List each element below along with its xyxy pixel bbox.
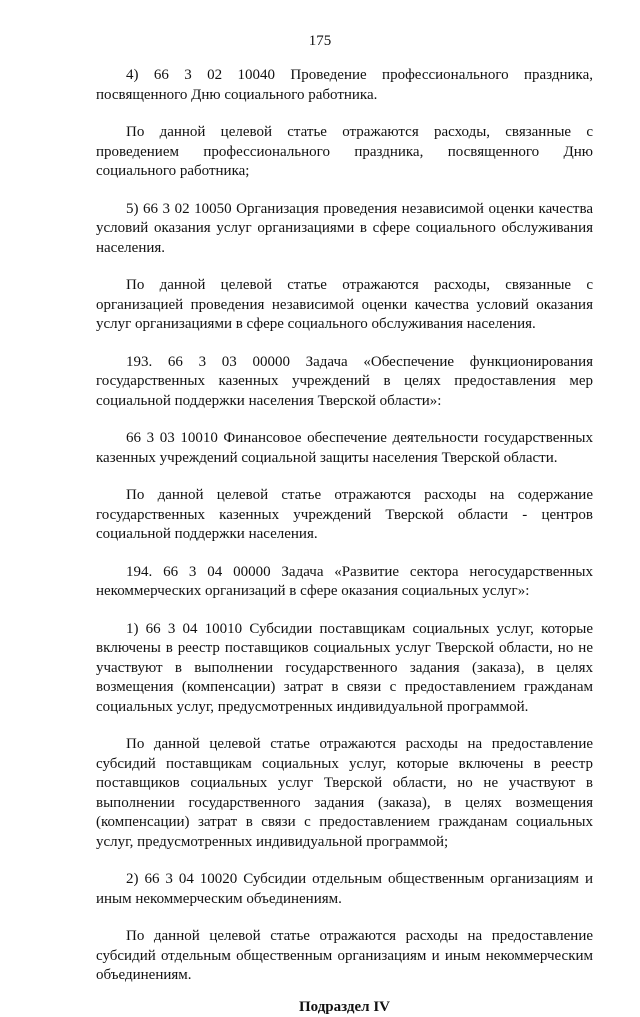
paragraph-item-5-description: По данной целевой статье отражаются расходы, связанные с организацией проведения независимой оценки качества условий оказания услуг организациями в сфере социального обслуживания населения. <box>96 277 593 332</box>
paragraph-item-5: 5) 66 3 02 10050 Организация проведения независимой оценки качества условий оказания услуг организациями в сфере социального обслуживания населения. <box>96 200 593 256</box>
document-body <box>96 66 593 1017</box>
paragraph-194-task: 194. 66 3 04 00000 Задача «Развитие сектора негосударственных некоммерческих организаций в сфере оказания социальных услуг»: <box>96 563 593 599</box>
paragraph-194-item-1: 1) 66 3 04 10010 Субсидии поставщикам социальных услуг, которые включены в реестр поставщиков социальных услуг Тверской области, но не участвуют в выполнении государственного задания (заказа), в целях возмещения (компенсации) затрат в связи с предоставлением гражданам социальных услуг, предусмотренных индивидуальной программой. <box>96 620 593 715</box>
page-number: 175 <box>308 33 332 49</box>
paragraph-item-4-description: По данной целевой статье отражаются расходы, связанные с проведением профессионального праздника, посвященного Дню социального работника; <box>96 124 593 179</box>
paragraph-193-task: 193. 66 3 03 00000 Задача «Обеспечение функционирования государственных казенных учреждений в целях предоставления мер социальной поддержки населения Тверской области»: <box>96 353 593 409</box>
paragraph-194-item-2-description: По данной целевой статье отражаются расходы на предоставление субсидий отдельным общественным организациям и иным некоммерческим объединениям. <box>96 928 593 983</box>
paragraph-193-article: 66 3 03 10010 Финансовое обеспечение деятельности государственных казенных учреждений социальной защиты населения Тверской области. <box>96 430 593 466</box>
paragraph-193-description: По данной целевой статье отражаются расходы на содержание государственных казенных учреждений Тверской области - центров социальной поддержки населения. <box>96 487 593 542</box>
paragraph-item-4: 4) 66 3 02 10040 Проведение профессионального праздника, посвященного Дню социального работника. <box>96 67 593 103</box>
paragraph-194-item-2: 2) 66 3 04 10020 Субсидии отдельным общественным организациям и иным некоммерческим объединениям. <box>96 871 593 907</box>
paragraph-194-item-1-description: По данной целевой статье отражаются расходы на предоставление субсидий поставщикам социальных услуг, которые включены в реестр поставщиков социальных услуг Тверской области, но не участвуют в выполнении государственного задания (заказа), в целях возмещения (компенсации) затрат в связи с предоставлением гражданам социальных услуг, предусмотренных индивидуальной программой; <box>96 736 593 850</box>
subsection-heading: Подраздел IV <box>298 998 390 1015</box>
